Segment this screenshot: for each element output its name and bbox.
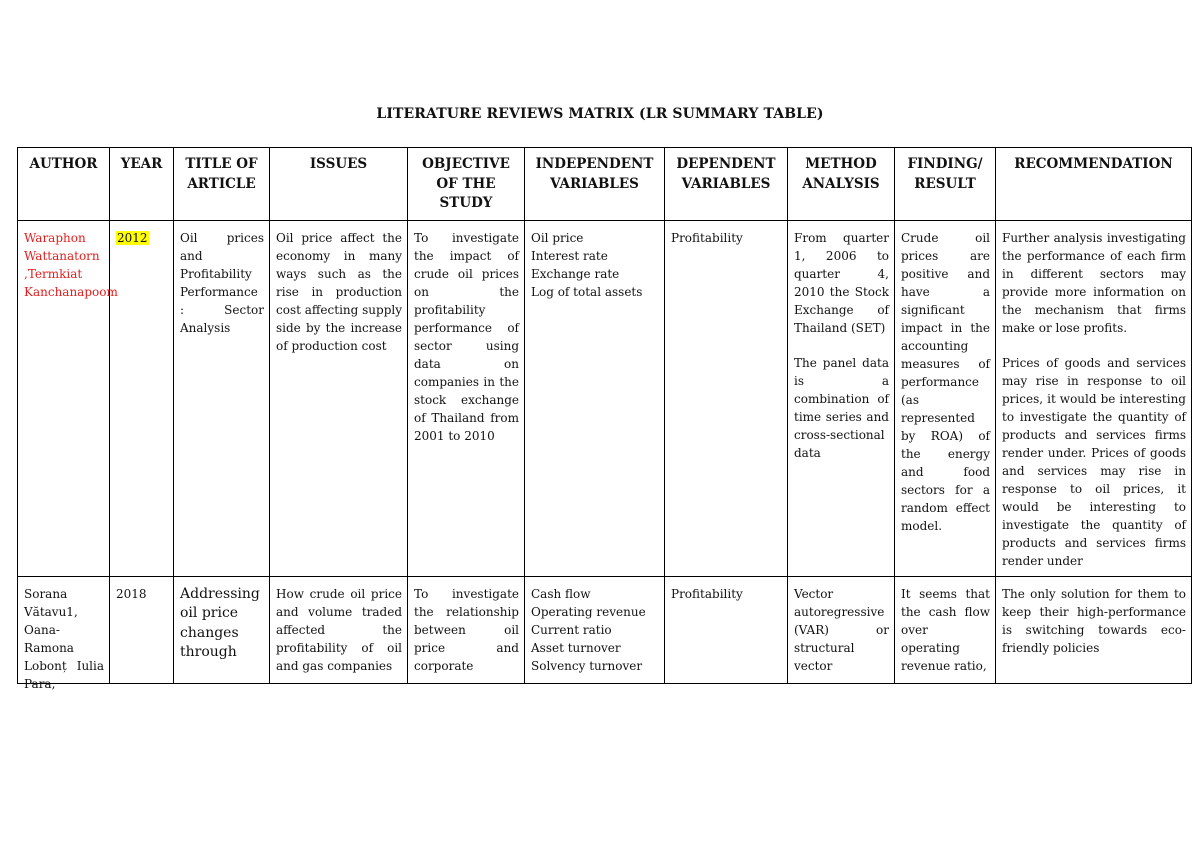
header-row [18,148,1192,221]
year-text: 2018 [116,586,147,601]
recommendation-text: The only solution for them to keep their high-performance is switching towards eco-friendly policies [1002,586,1186,655]
list-item: Exchange rate [531,266,620,281]
header-independent: INDEPENDENT VARIABLES [525,148,665,221]
table-row [18,576,1192,683]
title-text: Addressing oil price changes through [180,585,260,661]
issues-cell [270,576,408,683]
list-item: Solvency turnover [531,658,643,673]
header-year: YEAR [110,148,174,221]
header-objective: OBJECTIVE OF THE STUDY [408,148,525,221]
header-finding: FINDING/ RESULT [895,148,996,221]
header-author: AUTHOR [18,148,110,221]
finding-cell: Crude oil prices are positive and have a significant impact in the accounting measures of performance (as represented by ROA) of the energy and food sectors for a random effect model. [895,220,996,576]
title-cell: Oil prices and Profitability Performance : Sector Analysis [174,220,270,576]
literature-matrix-table [17,147,1192,691]
year-cell [110,576,174,683]
header-dependent: DEPENDENT VARIABLES [665,148,788,221]
list-item: Current ratio [531,622,612,637]
method-paragraph: From quarter 1, 2006 to quarter 4, 2010 the Stock Exchange of Thailand (SET) [794,230,889,335]
year-highlight: 2012 [117,230,148,245]
objective-cell: To investigate the impact of crude oil prices on the profitability performance of sector using data on companies in the stock exchange of Thailand from 2001 to 2010 [408,220,525,576]
issues-cell: Oil price affect the economy in many ways such as the rise in production cost affecting supply side by the increase of production cost [270,220,408,576]
recommendation-paragraph: Prices of goods and services may rise in response to oil prices, it would be interesting to investigate the quantity of products and services firms render under. Prices of goods and services may rise in response to oil prices, it would be interesting to investigate the quantity of products and services firms render under [1002,355,1186,568]
finding-cell [895,576,996,683]
finding-text: It seems that the cash flow over operating revenue ratio, [901,586,990,673]
page-title: LITERATURE REVIEWS MATRIX (LR SUMMARY TABLE) [376,106,824,122]
independent-cell [525,576,665,683]
independent-cell [525,220,665,576]
dependent-text: Profitability [671,586,743,601]
method-cell [788,576,895,683]
header-issues: ISSUES [270,148,408,221]
recommendation-cell [996,576,1192,683]
title-cell [174,576,270,683]
list-item: Cash flow [531,586,591,601]
year-cell [110,220,174,576]
header-recommendation: RECOMMENDATION [996,148,1192,221]
objective-cell [408,576,525,683]
list-item: Operating revenue [531,604,646,619]
header-title: TITLE OF ARTICLE [174,148,270,221]
issues-text: How crude oil price and volume traded affected the profitability of oil and gas companies [276,586,402,673]
author-cell: Waraphon Wattanatorn ,Termkiat Kanchanapoom [18,220,110,576]
recommendation-paragraph: Further analysis investigating the performance of each firm in different sectors may provide more information on the mechanism that firms make or lose profits. [1002,230,1186,335]
dependent-cell [665,576,788,683]
list-item: Log of total assets [531,284,643,299]
list-item: Interest rate [531,248,608,263]
list-item: Oil price [531,230,584,245]
objective-text: To investigate the relationship between oil price and corporate [414,586,519,673]
table-row [18,220,1192,576]
list-item: Asset turnover [531,640,621,655]
header-method: METHOD ANALYSIS [788,148,895,221]
method-text: Vector autoregressive (VAR) or structural vector [794,586,889,673]
method-paragraph: The panel data is a combination of time series and cross-sectional data [794,355,889,460]
author-text: Sorana Vătavu1, Oana-Ramona Lobonț Iulia Para, [24,586,104,691]
recommendation-cell [996,220,1192,576]
method-cell [788,220,895,576]
dependent-cell: Profitability [665,220,788,576]
author-cell [18,576,110,691]
